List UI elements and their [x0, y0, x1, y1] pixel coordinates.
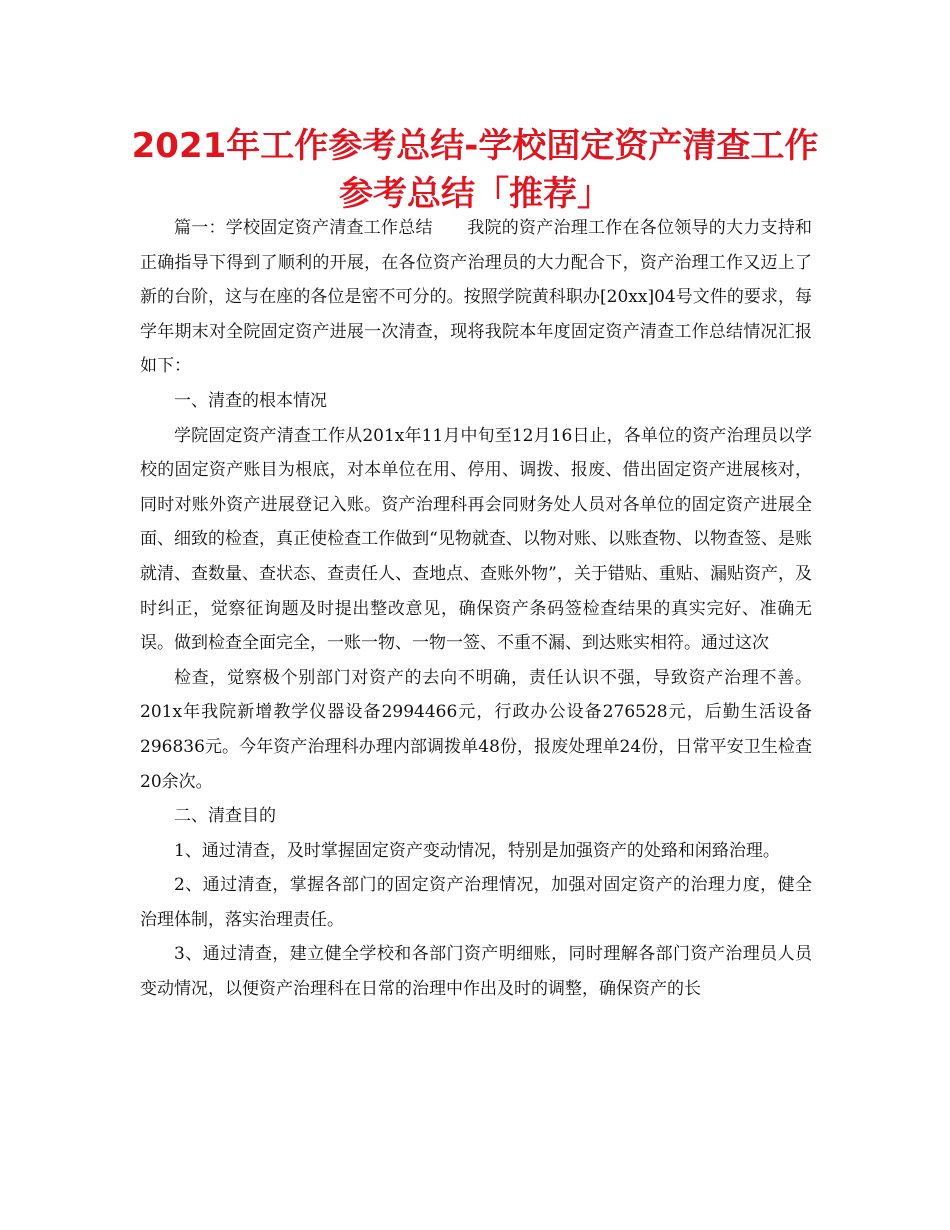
paragraph: 篇一：学校固定资产清查工作总结 我院的资产治理工作在各位领导的大力支持和正确指导下得到了顺利的开展，在各位资产治理员的大力配合下，资产治理工作又迈上了新的台阶，这与在座的各位是密不可分的。按照学院黄科职办[20xx]04号文件的要求，每学年期末对全院固定资产进展一次清查，现将我院本年度固定资产清查工作总结情况汇报如下：: [140, 218, 812, 377]
section-heading: 一、清查的根本情况: [174, 390, 327, 411]
section-heading: 二、清查目的: [174, 806, 276, 827]
document-body: [140, 211, 812, 1007]
paragraph: 3、通过清查，建立健全学校和各部门资产明细账，同时理解各部门资产治理员人员变动情况，以便资产治理科在日常的治理中作出及时的调整，确保资产的长: [140, 944, 812, 1000]
paragraph: 1、通过清查，及时掌握固定资产变动情况，特别是加强资产的处臵和闲臵治理。: [174, 840, 780, 861]
paragraph: 学院固定资产清查工作从201x年11月中旬至12月16日止，各单位的资产治理员以学校的固定资产账目为根底，对本单位在用、停用、调拨、报废、借出固定资产进展核对，同时对账外资产进展登记入账。资产治理科再会同财务处人员对各单位的固定资产进展全面、细致的检查，真正使检查工作做到“见物就查、以物对账、以账查物、以物查签、是账就清、查数量、查状态、查责任人、查地点、查账外物”，关于错贴、重贴、漏贴资产，及时纠正，觉察征询题及时提出整改意见，确保资产条码签检查结果的真实完好、准确无误。做到检查全面完全，一账一物、一物一签、不重不漏、到达账实相符。通过这次: [140, 425, 812, 654]
paragraph: 检查，觉察极个别部门对资产的去向不明确，责任认识不强，导致资产治理不善。201x年我院新增教学仪器设备2994466元，行政办公设备276528元，后勤生活设备296836元。今年资产治理科办理内部调拨单48份，报废处理单24份，日常平安卫生检查20余次。: [140, 667, 812, 792]
document-title: 2021年工作参考总结-学校固定资产清查工作参考总结「推荐」: [131, 126, 819, 214]
paragraph: 2、通过清查，掌握各部门的固定资产治理情况，加强对固定资产的治理力度，健全治理体制，落实治理责任。: [140, 875, 812, 930]
